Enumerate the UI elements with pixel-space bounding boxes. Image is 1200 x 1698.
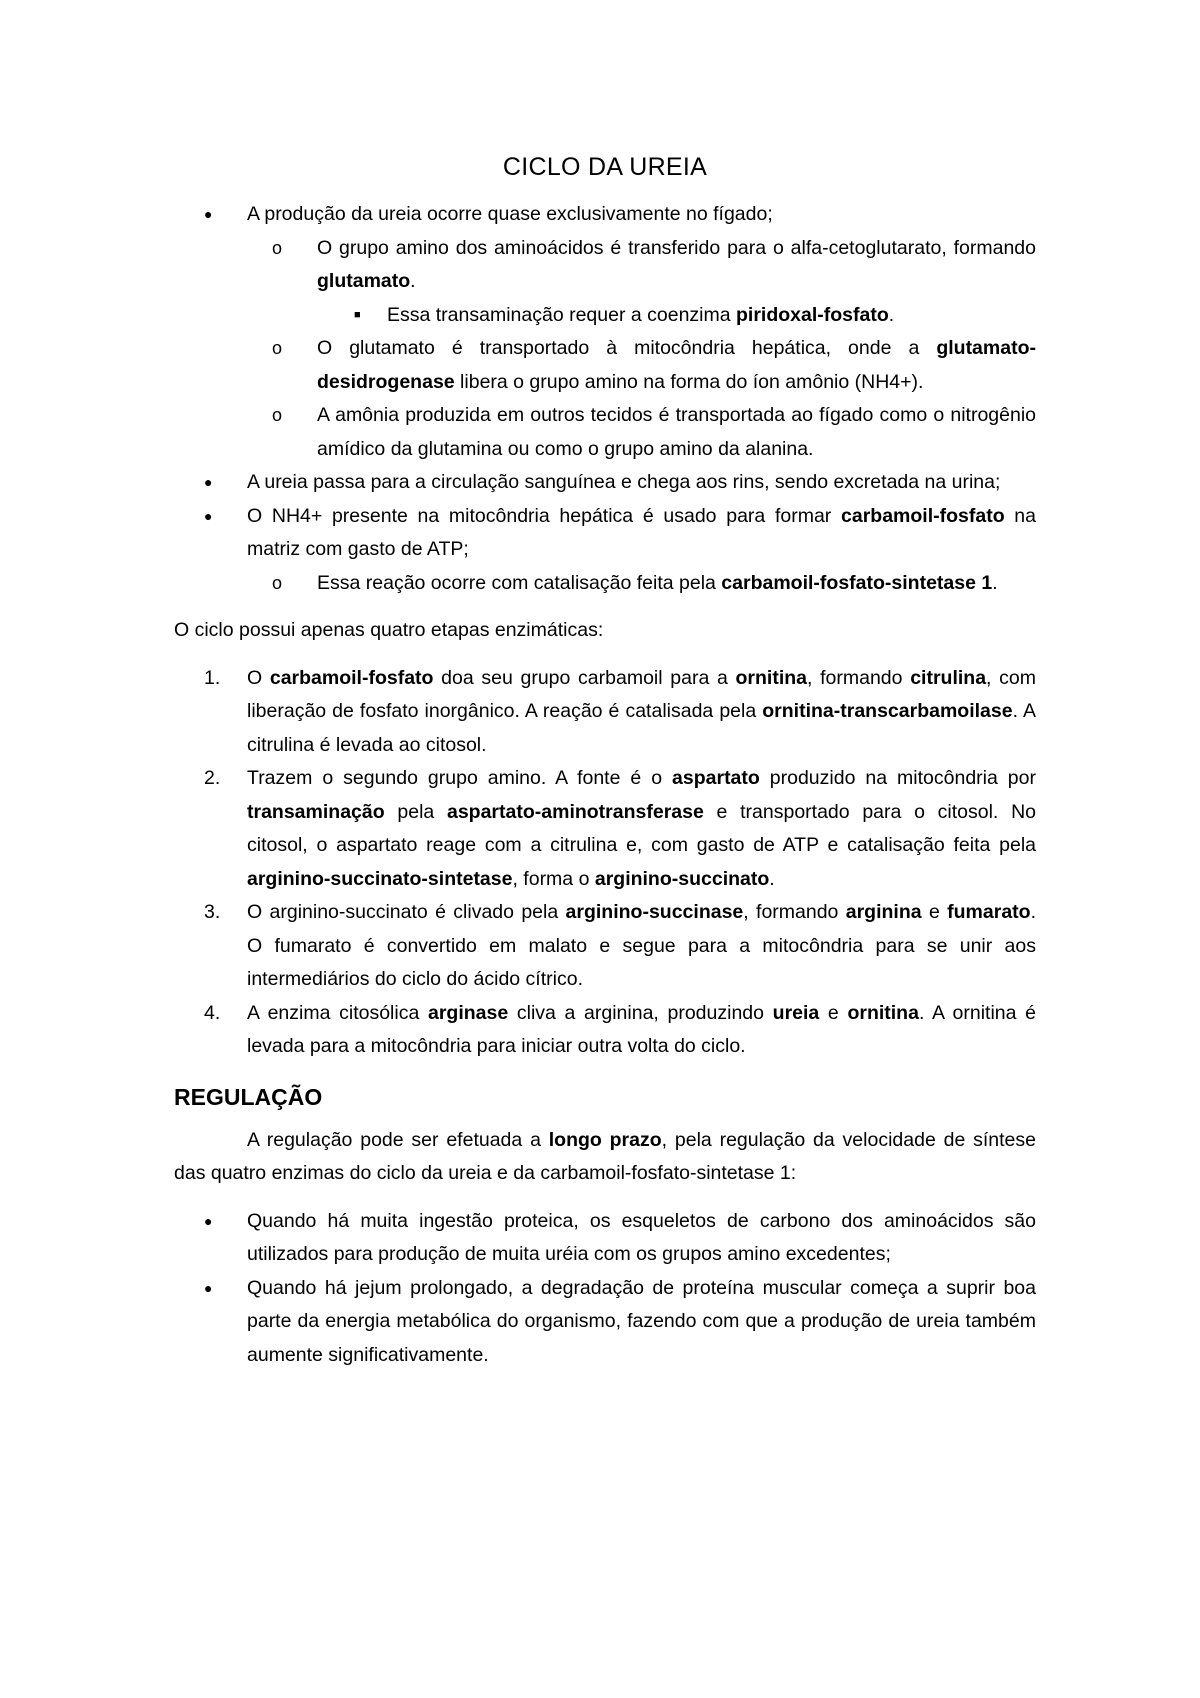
- step-text: cliva a arginina, produzindo: [508, 1001, 773, 1024]
- step-item: [174, 896, 1036, 997]
- step-text: pela: [384, 800, 447, 823]
- bullet-disc-icon: ●: [204, 507, 213, 524]
- term-ureia: ureia: [772, 1001, 820, 1024]
- list-item: [174, 567, 1036, 601]
- term-ornitina-transcarbamoilase: ornitina-transcarbamoilase: [762, 700, 1013, 722]
- list-item-text: na matriz com gasto de ATP;: [247, 504, 1036, 560]
- term-fumarato: fumarato: [947, 901, 1031, 923]
- list-item: [174, 232, 1036, 299]
- step-number: 4.: [204, 1001, 221, 1024]
- step-text: doa seu grupo carbamoil para a: [433, 666, 736, 689]
- step-text: e: [819, 1001, 848, 1024]
- term-ornitina: ornitina: [735, 666, 808, 689]
- term-aspartato-aminotransferase: aspartato-aminotransferase: [446, 800, 704, 823]
- step-number: 2.: [204, 767, 221, 789]
- bullet-circle-icon: o: [272, 572, 283, 593]
- term-transaminacao: transaminação: [247, 800, 385, 823]
- term-glutamato-desidrogenase: glutamato-desidrogenase: [317, 337, 1036, 393]
- step-item: [174, 762, 1036, 896]
- step-item: [174, 997, 1036, 1064]
- term-glutamato: glutamato: [317, 270, 411, 292]
- bullet-square-icon: ■: [354, 308, 361, 321]
- list-item-text: A ureia passa para a circulação sanguínea e chega aos rins, sendo excretada na urina;: [247, 471, 1001, 493]
- step-number: 3.: [204, 901, 221, 923]
- step-text: , com liberação de fosfato inorgânico. A reação é catalisada pela: [247, 666, 1036, 722]
- term-arginina: arginina: [845, 901, 922, 923]
- section-heading-regulacao: REGULAÇÃO: [174, 1083, 323, 1110]
- document-title: CICLO DA UREIA: [502, 153, 708, 181]
- step-number: 1.: [204, 666, 221, 689]
- step-text: produzido na mitocôndria por: [759, 767, 1036, 789]
- step-text: A enzima citosólica: [247, 1001, 428, 1024]
- step-text: e transportado para o citosol. No citosol, o aspartato reage com a citrulina e, com gasto de ATP e catalisação feita pela: [247, 800, 1036, 856]
- step-text: .: [769, 867, 775, 890]
- list-item-text: O grupo amino dos aminoácidos é transferido para o alfa-cetoglutarato, formando: [317, 236, 1036, 259]
- step-text: , formando: [807, 666, 911, 689]
- term-ornitina: ornitina: [847, 1001, 919, 1024]
- term-aspartato: aspartato: [672, 767, 760, 789]
- list-item-text: Quando há jejum prolongado, a degradação de proteína muscular começa a suprir boa parte da energia metabólica do organismo, fazendo com que a produção de ureia também aumente significativamente.: [247, 1276, 1036, 1366]
- bullet-circle-icon: o: [272, 237, 283, 258]
- list-item-text: libera o grupo amino na forma do íon amônio (NH4+).: [454, 370, 924, 393]
- list-item: [174, 1272, 1036, 1373]
- list-item-text: .: [410, 270, 416, 292]
- term-carbamoil-fosfato: carbamoil-fosfato: [269, 666, 434, 689]
- list-item-text: Essa reação ocorre com catalisação feita pela: [317, 571, 722, 594]
- term-carbamoil-fosfato: carbamoil-fosfato: [841, 504, 1005, 527]
- term-longo-prazo: longo prazo: [548, 1128, 662, 1151]
- regulacao-bullet-list: [174, 1205, 1036, 1373]
- step-text: , formando: [743, 901, 846, 923]
- list-item-text: .: [888, 303, 895, 326]
- step-text: O: [247, 666, 270, 689]
- cycle-intro-paragraph: O ciclo possui apenas quatro etapas enzimáticas:: [174, 619, 604, 641]
- list-item: [174, 332, 1036, 399]
- list-item-text: O NH4+ presente na mitocôndria hepática é usado para formar: [247, 504, 841, 527]
- regulacao-paragraph: [174, 1124, 1036, 1191]
- term-arginino-succinato: arginino-succinato: [594, 867, 770, 890]
- list-item-text: O glutamato é transportado à mitocôndria hepática, onde a: [317, 337, 937, 359]
- step-text: e: [921, 901, 948, 923]
- list-item-text: Quando há muita ingestão proteica, os esqueletos de carbono dos aminoácidos são utilizados para produção de muita uréia com os grupos amino excedentes;: [247, 1209, 1036, 1265]
- list-item-text: A produção da ureia ocorre quase exclusivamente no fígado;: [247, 203, 773, 225]
- step-text: . A citrulina é levada ao citosol.: [247, 700, 1036, 756]
- step-text: Trazem o segundo grupo amino. A fonte é o: [247, 767, 673, 789]
- list-item: [174, 299, 1036, 333]
- term-citrulina: citrulina: [910, 666, 987, 689]
- bullet-disc-icon: ●: [204, 206, 213, 222]
- step-text: . A ornitina é levada para a mitocôndria para iniciar outra volta do ciclo.: [247, 1001, 1036, 1057]
- list-item-text: A amônia produzida em outros tecidos é transportada ao fígado como o nitrogênio amídico da glutamina ou como o grupo amino da alanina.: [317, 404, 1036, 460]
- paragraph-text: , pela regulação da velocidade de síntese das quatro enzimas do ciclo da ureia e da carbamoil-fosfato-sintetase 1:: [174, 1128, 1036, 1184]
- list-item: [174, 1205, 1036, 1272]
- intro-bullet-list: [174, 198, 1036, 600]
- cycle-steps-list: [174, 662, 1036, 1064]
- bullet-disc-icon: ●: [204, 474, 213, 490]
- term-arginino-succinato-sintetase: arginino-succinato-sintetase: [247, 867, 513, 890]
- list-item-text: Essa transaminação requer a coenzima: [387, 303, 737, 326]
- term-arginino-succinase: arginino-succinase: [565, 901, 744, 923]
- bullet-circle-icon: o: [272, 338, 283, 358]
- list-item: [174, 500, 1036, 567]
- term-arginase: arginase: [427, 1001, 509, 1024]
- list-item-text: .: [992, 571, 998, 594]
- step-text: O arginino-succinato é clivado pela: [247, 901, 566, 923]
- step-text: . O fumarato é convertido em malato e segue para a mitocôndria para se unir aos intermediários do ciclo do ácido cítrico.: [247, 901, 1036, 990]
- term-piridoxal-fosfato: piridoxal-fosfato: [736, 303, 889, 326]
- list-item: [174, 466, 1036, 500]
- term-carbamoil-fosfato-sintetase: carbamoil-fosfato-sintetase 1: [721, 571, 993, 594]
- step-text: , forma o: [512, 867, 595, 890]
- step-item: [174, 662, 1036, 763]
- bullet-circle-icon: o: [272, 405, 283, 425]
- bullet-disc-icon: ●: [204, 1279, 213, 1296]
- list-item: [174, 399, 1036, 466]
- list-item: [174, 198, 1036, 232]
- paragraph-text: A regulação pode ser efetuada a: [247, 1128, 549, 1151]
- bullet-disc-icon: ●: [204, 1212, 213, 1229]
